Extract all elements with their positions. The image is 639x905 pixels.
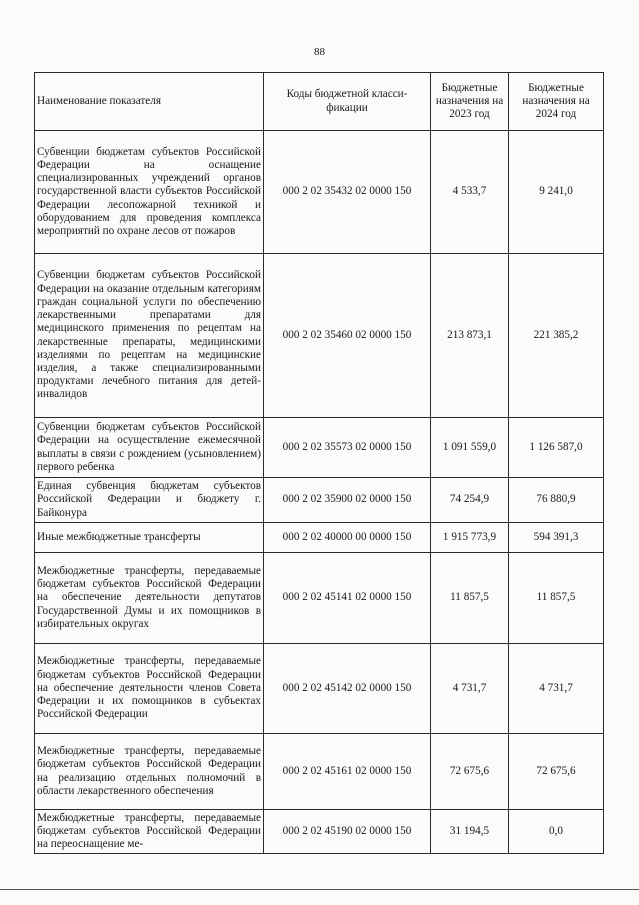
row-value-2023: 11 857,5	[431, 553, 509, 644]
row-name: Субвенции бюджетам субъектов Российской Федерации на осуществление ежемесячной выплаты в связи с рождением (усыновлением) первого ребенка	[35, 418, 264, 478]
row-code: 000 2 02 35573 02 0000 150	[264, 418, 431, 478]
row-name: Субвенции бюджетам субъектов Российской Федерации на оснащение специализированных учреждений органов государственной власти субъектов Российской Федерации лесопожарной техникой и оборудованием для проведения комплекса мероприятий по охране лесов от пожаров	[35, 131, 264, 254]
row-value-2023: 4 533,7	[431, 131, 509, 254]
header-name: Наименование показателя	[35, 73, 264, 131]
row-name: Межбюджетные трансферты, передаваемые бюджетам субъектов Российской Федерации на переоснащение ме-	[35, 810, 264, 854]
row-name: Межбюджетные трансферты, передаваемые бюджетам субъектов Российской Федерации на обеспечение деятельности депутатов Государственной Думы и их помощников в избирательных округах	[35, 553, 264, 644]
table-row	[35, 523, 604, 553]
row-value-2024: 221 385,2	[509, 254, 604, 418]
table-row	[35, 478, 604, 523]
table-row	[35, 553, 604, 644]
header-2024: Бюджетные назначения на 2024 год	[509, 73, 604, 131]
row-name: Межбюджетные трансферты, передаваемые бюджетам субъектов Российской Федерации на обеспечение деятельности членов Совета Федерации и их помощников в субъектах Российской Федерации	[35, 644, 264, 734]
table-row	[35, 810, 604, 854]
page-number: 88	[314, 46, 325, 58]
header-2023: Бюджетные назначения на 2023 год	[431, 73, 509, 131]
row-name: Межбюджетные трансферты, передаваемые бюджетам субъектов Российской Федерации на реализацию отдельных полномочий в области лекарственного обеспечения	[35, 734, 264, 810]
row-name: Субвенции бюджетам субъектов Российской Федерации на оказание отдельным категориям граждан социальной услуги по обеспечению лекарственными препаратами для медицинского применения по рецептам на лекарственные препараты, медицинскими изделиями по рецептам на медицинские изделия, а также специализированными продуктами лечебного питания для детей-инвалидов	[35, 254, 264, 418]
row-value-2023: 213 873,1	[431, 254, 509, 418]
row-value-2024: 0,0	[509, 810, 604, 854]
row-code: 000 2 02 45142 02 0000 150	[264, 644, 431, 734]
table-row	[35, 418, 604, 478]
row-value-2023: 72 675,6	[431, 734, 509, 810]
row-name: Иные межбюджетные трансферты	[35, 523, 264, 553]
row-value-2024: 9 241,0	[509, 131, 604, 254]
row-code: 000 2 02 40000 00 0000 150	[264, 523, 431, 553]
page-bottom-divider	[0, 889, 639, 890]
budget-table	[34, 72, 604, 854]
row-value-2024: 1 126 587,0	[509, 418, 604, 478]
table-row	[35, 734, 604, 810]
row-value-2023: 74 254,9	[431, 478, 509, 523]
row-code: 000 2 02 35900 02 0000 150	[264, 478, 431, 523]
row-value-2023: 1 915 773,9	[431, 523, 509, 553]
row-value-2023: 4 731,7	[431, 644, 509, 734]
row-code: 000 2 02 45190 02 0000 150	[264, 810, 431, 854]
row-value-2024: 11 857,5	[509, 553, 604, 644]
row-value-2024: 72 675,6	[509, 734, 604, 810]
row-value-2024: 76 880,9	[509, 478, 604, 523]
header-code: Коды бюджетной класси-фикации	[264, 73, 431, 131]
row-code: 000 2 02 45141 02 0000 150	[264, 553, 431, 644]
row-value-2024: 594 391,3	[509, 523, 604, 553]
row-value-2023: 31 194,5	[431, 810, 509, 854]
row-code: 000 2 02 35460 02 0000 150	[264, 254, 431, 418]
row-value-2024: 4 731,7	[509, 644, 604, 734]
row-name: Единая субвенция бюджетам субъектов Российской Федерации и бюджету г. Байконура	[35, 478, 264, 523]
table-row	[35, 644, 604, 734]
table-row	[35, 131, 604, 254]
row-code: 000 2 02 35432 02 0000 150	[264, 131, 431, 254]
table-row	[35, 254, 604, 418]
row-value-2023: 1 091 559,0	[431, 418, 509, 478]
row-code: 000 2 02 45161 02 0000 150	[264, 734, 431, 810]
table-header-row	[35, 73, 604, 131]
